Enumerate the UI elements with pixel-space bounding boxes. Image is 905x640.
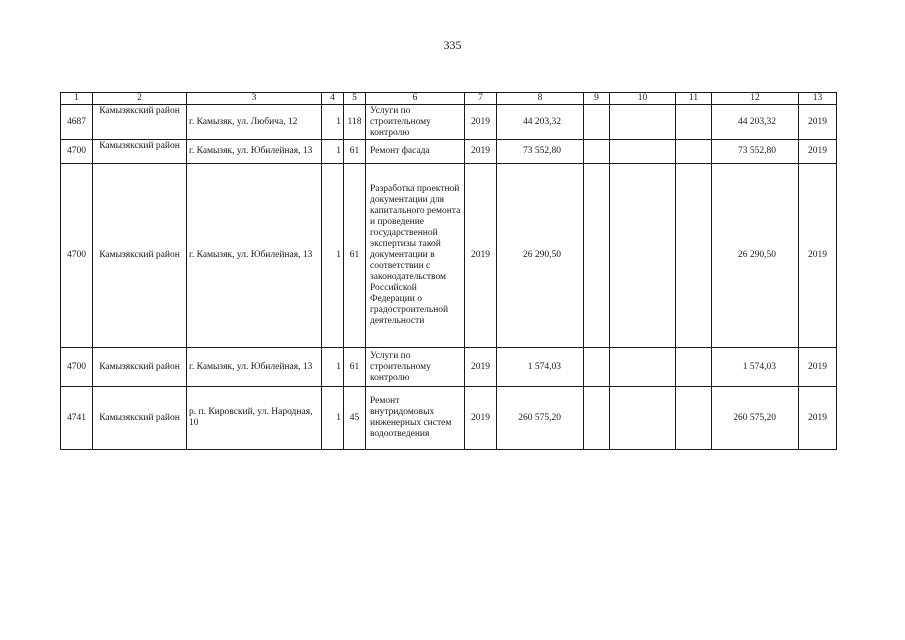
cell-count: 1: [322, 105, 344, 140]
column-header: 6: [366, 93, 465, 105]
column-header: 2: [93, 93, 187, 105]
cell-empty: [584, 387, 610, 450]
cell-amount: 1 574,03: [497, 348, 584, 387]
column-header: 12: [712, 93, 799, 105]
cell-address: г. Камызяк, ул. Юбилейная, 13: [187, 348, 322, 387]
cell-total: 1 574,03: [712, 348, 799, 387]
cell-empty: [676, 140, 712, 164]
cell-year-completion: 2019: [799, 387, 837, 450]
cell-address: г. Камызяк, ул. Юбилейная, 13: [187, 140, 322, 164]
page-number: 335: [443, 38, 462, 52]
cell-empty: [676, 105, 712, 140]
cell-work-type: Ремонт внутридомовых инженерных систем водоотведения: [366, 387, 465, 450]
cell-work-type: Разработка проектной документации для капитального ремонта и проведение государственной экспертизы такой документации в соответствии с законодательством Российской Федерации о градостроительной деятельности: [366, 164, 465, 348]
cell-number: 61: [344, 164, 366, 348]
cell-year-completion: 2019: [799, 140, 837, 164]
cell-amount: 73 552,80: [497, 140, 584, 164]
cell-empty: [584, 105, 610, 140]
cell-address: р. п. Кировский, ул. Народная, 10: [187, 387, 322, 450]
cell-year-completion: 2019: [799, 348, 837, 387]
column-header: 13: [799, 93, 837, 105]
cell-address: г. Камызяк, ул. Любича, 12: [187, 105, 322, 140]
cell-district: Камызякский район: [93, 348, 187, 387]
cell-empty: [584, 164, 610, 348]
cell-year: 2019: [465, 105, 497, 140]
cell-year: 2019: [465, 387, 497, 450]
cell-work-type: Ремонт фасада: [366, 140, 465, 164]
cell-empty: [584, 348, 610, 387]
cell-year: 2019: [465, 348, 497, 387]
cell-amount: 26 290,50: [497, 164, 584, 348]
cell-id: 4700: [61, 164, 93, 348]
cell-work-type: Услуги по строительному контролю: [366, 105, 465, 140]
registry-table: [60, 92, 837, 450]
cell-id: 4687: [61, 105, 93, 140]
cell-empty: [584, 140, 610, 164]
cell-count: 1: [322, 140, 344, 164]
cell-count: 1: [322, 164, 344, 348]
cell-id: 4700: [61, 140, 93, 164]
cell-year-completion: 2019: [799, 164, 837, 348]
cell-number: 118: [344, 105, 366, 140]
cell-id: 4741: [61, 387, 93, 450]
table-header-row: [61, 93, 837, 105]
column-header: 7: [465, 93, 497, 105]
cell-empty: [610, 105, 676, 140]
cell-year: 2019: [465, 140, 497, 164]
table-row: [61, 164, 837, 348]
cell-total: 73 552,80: [712, 140, 799, 164]
cell-count: 1: [322, 387, 344, 450]
cell-empty: [676, 164, 712, 348]
cell-number: 61: [344, 348, 366, 387]
cell-district: Камызякский район: [93, 164, 187, 348]
cell-empty: [610, 164, 676, 348]
column-header: 10: [610, 93, 676, 105]
cell-empty: [610, 348, 676, 387]
cell-total: 44 203,32: [712, 105, 799, 140]
cell-work-type: Услуги по строительному контролю: [366, 348, 465, 387]
cell-address: г. Камызяк, ул. Юбилейная, 13: [187, 164, 322, 348]
column-header: 11: [676, 93, 712, 105]
cell-year: 2019: [465, 164, 497, 348]
column-header: 3: [187, 93, 322, 105]
cell-number: 45: [344, 387, 366, 450]
cell-total: 26 290,50: [712, 164, 799, 348]
cell-count: 1: [322, 348, 344, 387]
cell-district: Камызякский район: [93, 387, 187, 450]
cell-year-completion: 2019: [799, 105, 837, 140]
cell-empty: [610, 387, 676, 450]
column-header: 4: [322, 93, 344, 105]
column-header: 5: [344, 93, 366, 105]
cell-district: Камызякский район: [93, 140, 187, 164]
cell-district: Камызякский район: [93, 105, 187, 140]
table-row: [61, 105, 837, 140]
table-row: [61, 140, 837, 164]
column-header: 1: [61, 93, 93, 105]
cell-empty: [610, 140, 676, 164]
cell-amount: 260 575,20: [497, 387, 584, 450]
cell-empty: [676, 387, 712, 450]
cell-number: 61: [344, 140, 366, 164]
cell-amount: 44 203,32: [497, 105, 584, 140]
column-header: 8: [497, 93, 584, 105]
cell-total: 260 575,20: [712, 387, 799, 450]
column-header: 9: [584, 93, 610, 105]
table-row: [61, 348, 837, 387]
table-row: [61, 387, 837, 450]
cell-id: 4700: [61, 348, 93, 387]
cell-empty: [676, 348, 712, 387]
